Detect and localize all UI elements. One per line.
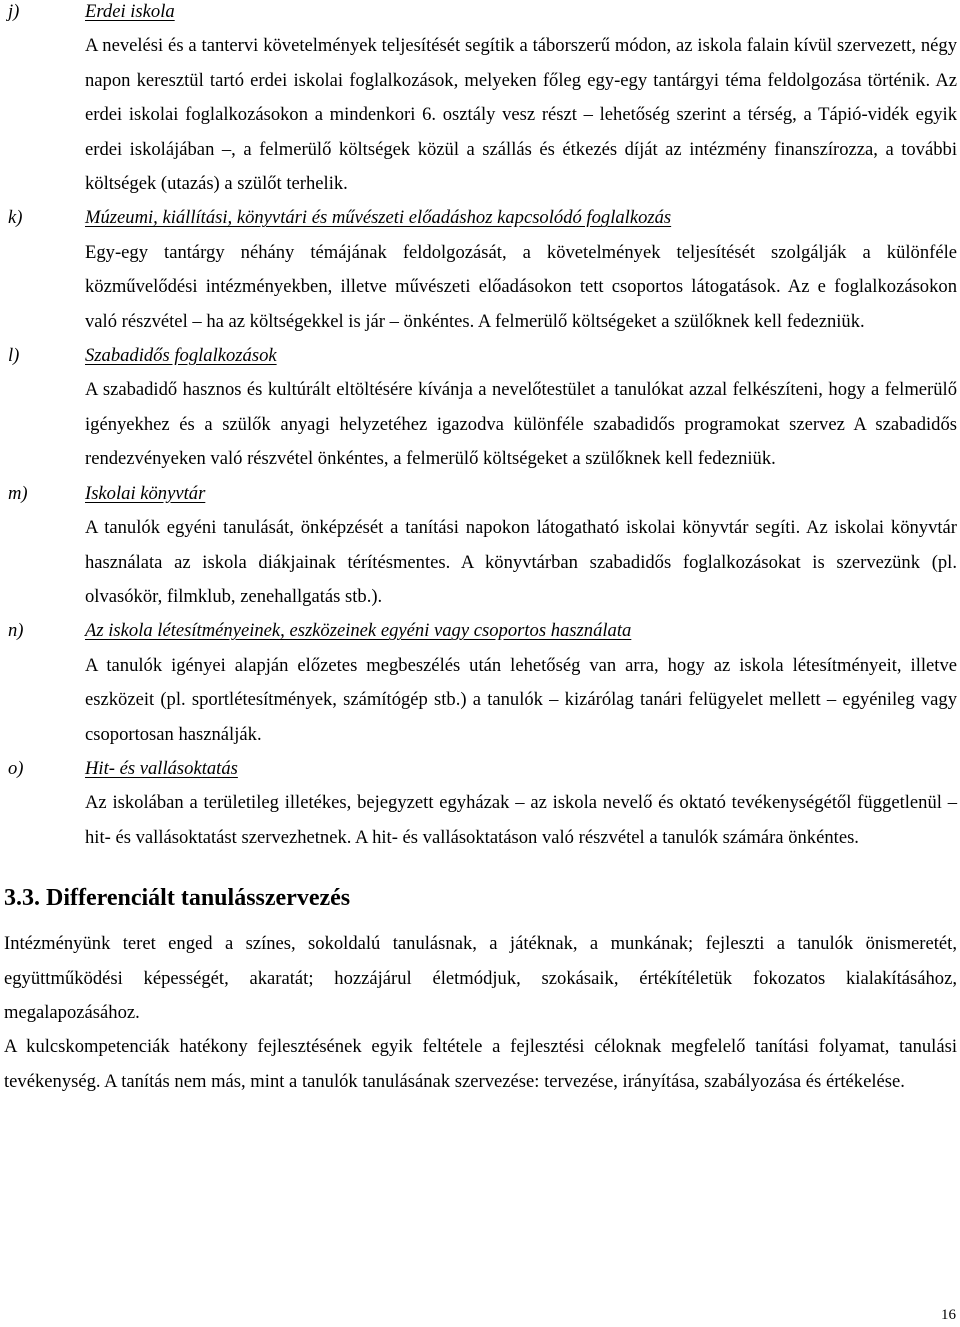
item-text: A nevelési és a tantervi követelmények teljesítését segítik a táborszerű módon, az iskola falain kívül szervezett, négy napon keresztül tartó erdei iskolai foglalkozások, melyeken főleg egy-egy tantárgyi téma feldolgozása történik. Az erdei iskolai foglalkozásokon a mindenkori 6. osztály vesz részt – lehetőség szerint a térség, a Tápió-vidék egyik erdei iskolájában –, a felmerülő költségek közül a szállás és étkezés díját az intézmény finanszírozza, a további költségek (utazás) a szülőt terhelik. (85, 35, 957, 195)
item-text: A szabadidő hasznos és kultúrált eltöltésére kívánja a nevelőtestület a tanulókat azzal felkészíteni, hogy a felmerülő igényekhez és a szülők anyagi helyzetéhez igazodva különféle szabadidős programokat szervez A szabadidős rendezvényeken való részvétel önkéntes, a felmerülő költségeket a szülőknek kell fedezniük. (85, 379, 957, 470)
page-number: 16 (941, 1307, 956, 1323)
item-marker: k) (8, 207, 23, 229)
item-text: Egy-egy tantárgy néhány témájának feldolgozását, a követelmények teljesítését szolgálják a különféle közművelődési intézményekben, illetve művészeti előadásokon tett csoportos látogatások. Az e foglalkozásokon való részvétel – ha az költségekkel is jár – önkéntes. A felmerülő költségeket a szülőknek kell fedezniük. (85, 241, 957, 332)
section-heading: 3.3. Differenciált tanulásszervezés (4, 885, 351, 912)
body-paragraph: A kulcskompetenciák hatékony fejlesztésének egyik feltétele a fejlesztési céloknak megfelelő tanítási folyamat, tanulási tevékenység. A tanítás nem más, mint a tanulók tanulásának szervezése: tervezése, irányítása, szabályozása és értékelése. (4, 1036, 957, 1092)
item-text: A tanulók egyéni tanulását, önképzését a tanítási napokon látogatható iskolai könyvtár segíti. Az iskolai könyvtár használata az iskola diákjainak térítésmentes. A könyvtárban szabadidős foglalkozásokat is szervezünk (pl. olvasókör, filmklub, zenehallgatás stb.). (85, 517, 957, 607)
item-marker: l) (8, 345, 20, 367)
list-item-hit-es-vallasoktatas (4, 752, 957, 855)
item-marker: j) (8, 1, 20, 22)
item-marker: o) (8, 757, 24, 779)
list-item-letesitmenyek-hasznalata (4, 614, 957, 752)
item-title: Erdei iskola (85, 1, 175, 22)
item-text: Az iskolában a területileg illetékes, bejegyzett egyházak – az iskola nevelő és oktató tevékenységétől függetlenül – hit- és vallásoktatást szervezhetnek. A hit- és vallásoktatáson való részvétel a tanulók számára önkéntes. (85, 792, 957, 848)
body-paragraph: Intézményünk teret enged a színes, sokoldalú tanulásnak, a játéknak, a munkának; fejleszti a tanulók önismeretét, együttműködési képességét, akaratát; hozzájárul életmódjuk, szokásaik, értékítéletük fokozatos kialakításához, megalapozásához. (4, 933, 957, 1023)
list-item-szabadidos-foglalkozasok (4, 339, 957, 477)
item-title: Hit- és vallásoktatás (85, 757, 238, 779)
item-marker: m) (8, 482, 28, 504)
item-title: Múzeumi, kiállítási, könyvtári és művészeti előadáshoz kapcsolódó foglalkozás (85, 207, 672, 229)
list-item-erdei-iskola (4, 0, 957, 201)
item-title: Szabadidős foglalkozások (85, 345, 277, 367)
item-title: Iskolai könyvtár (85, 482, 206, 504)
item-title: Az iskola létesítményeinek, eszközeinek egyéni vagy csoportos használata (85, 620, 632, 642)
item-text: A tanulók igényei alapján előzetes megbeszélés után lehetőség van arra, hogy az iskola létesítményeit, illetve eszközeit (pl. sportlétesítmények, számítógép stb.) a tanulók – kizárólag tanári felügyelet mellett – egyénileg vagy csoportosan használják. (85, 654, 957, 745)
item-marker: n) (8, 620, 24, 642)
list-item-muzeumi-foglalkozas (4, 201, 957, 339)
document-page (4, 0, 957, 1099)
list-item-iskolai-konyvtar (4, 477, 957, 615)
